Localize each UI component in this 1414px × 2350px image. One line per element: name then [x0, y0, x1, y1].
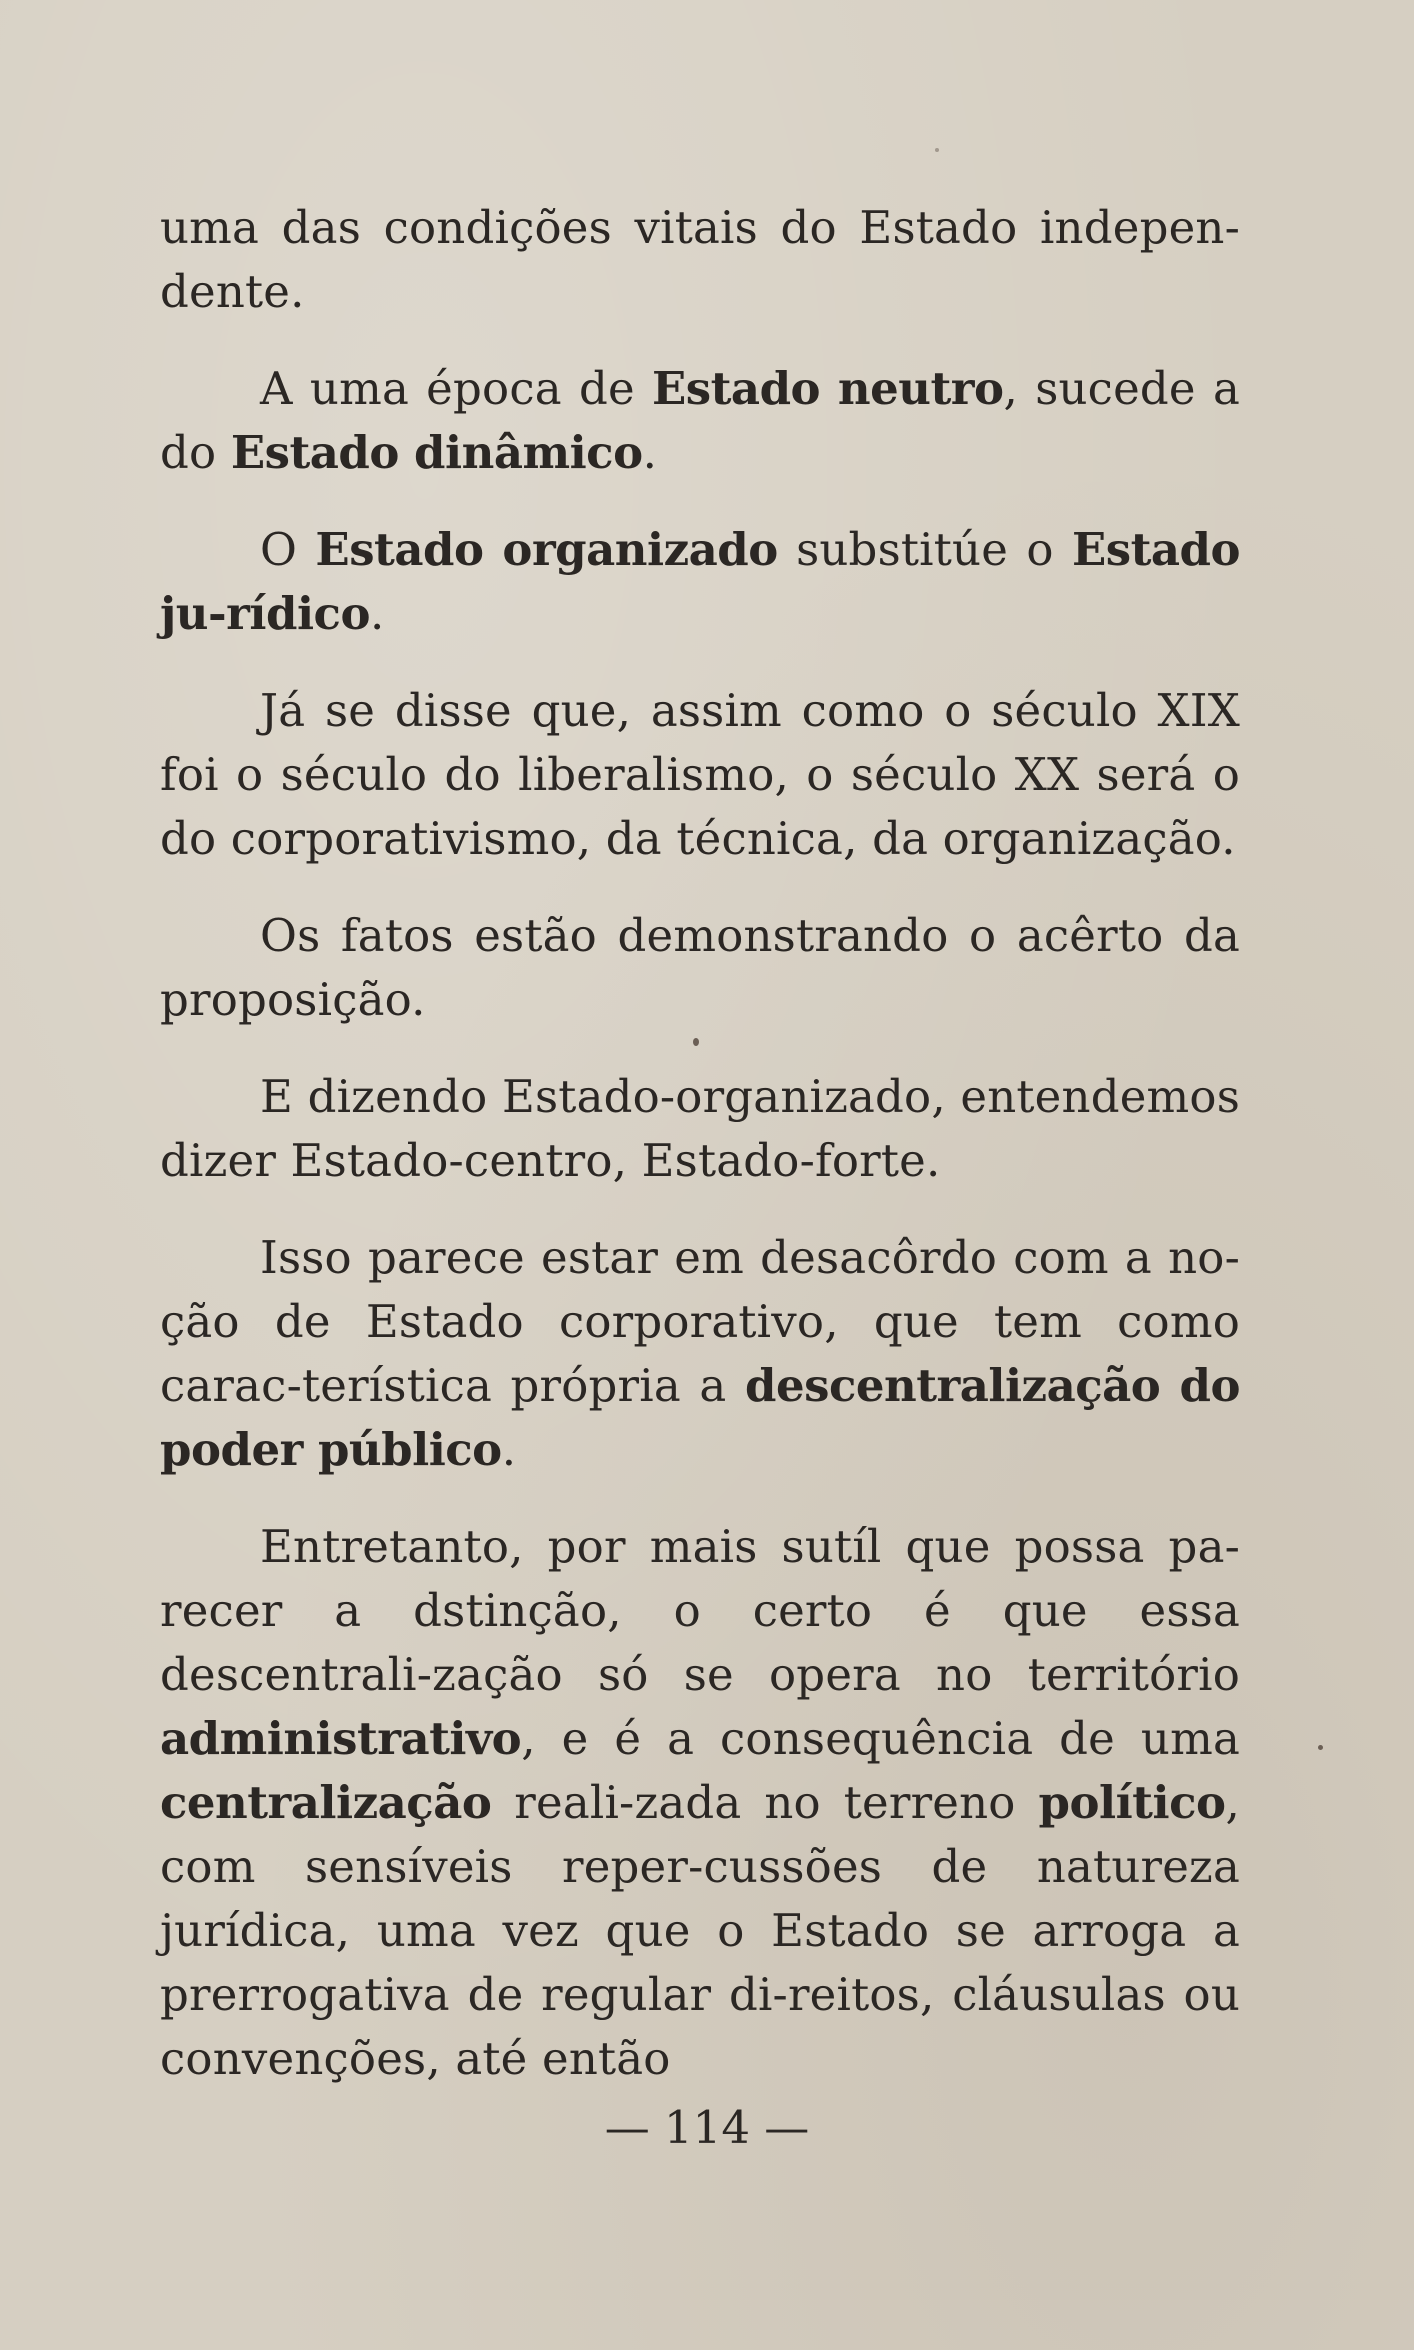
text-run: .: [642, 426, 658, 479]
text-run: O: [260, 523, 316, 576]
text-run: , sucede a do: [160, 362, 1240, 479]
paragraph: [160, 357, 1240, 485]
paper-speck: [693, 1038, 699, 1046]
paper-speck: [935, 148, 939, 152]
text-run: Os fatos estão demonstrando o acêrto da proposição.: [160, 909, 1240, 1026]
emphasized-text: administrativo: [160, 1712, 522, 1765]
emphasized-text: Estado dinâmico: [230, 426, 643, 479]
page-number: — 114 —: [604, 2101, 810, 2154]
text-run: reali-zada no terreno: [491, 1776, 1039, 1829]
body-text: [160, 196, 1240, 2124]
paragraph: [160, 196, 1240, 324]
paragraph: [160, 1226, 1240, 1482]
text-run: , com sensíveis reper-cussões de natureza jurídica, uma vez que o Estado se arroga a prerrogativa de regular di-reitos, cláusulas ou convenções, até então: [160, 1776, 1240, 2085]
paper-speck: [1318, 1745, 1323, 1750]
text-run: Já se disse que, assim como o século XIX foi o século do liberalismo, o século XX será o do corporativismo, da técnica, da organização.: [160, 684, 1240, 865]
emphasized-text: Estado neutro: [652, 362, 1004, 415]
paragraph: [160, 518, 1240, 646]
text-run: E dizendo Estado-organizado, entendemos dizer Estado-centro, Estado-forte.: [160, 1070, 1240, 1187]
text-run: Entretanto, por mais sutíl que possa pa-recer a dstinção, o certo é que essa descentrali-zação só se opera no território: [160, 1520, 1240, 1701]
text-run: A uma época de: [260, 362, 652, 415]
emphasized-text: Estado organizado: [315, 523, 778, 576]
text-run: , e é a consequência de uma: [521, 1712, 1240, 1765]
text-run: .: [369, 587, 385, 640]
emphasized-text: Estado ju-rídico: [160, 523, 1240, 640]
emphasized-text: centralização: [160, 1776, 492, 1829]
paragraph: [160, 1515, 1240, 2091]
paragraph: [160, 904, 1240, 1032]
paragraph: [160, 679, 1240, 871]
text-run: .: [501, 1423, 517, 1476]
emphasized-text: descentralização do poder público: [160, 1359, 1241, 1476]
emphasized-text: político: [1038, 1776, 1226, 1829]
text-run: Isso parece estar em desacôrdo com a no-ção de Estado corporativo, que tem como carac-terística própria a: [160, 1231, 1240, 1412]
paragraph: [160, 1065, 1240, 1193]
text-run: uma das condições vitais do Estado indepen-dente.: [160, 201, 1240, 318]
text-run: substitúe o: [777, 523, 1072, 576]
